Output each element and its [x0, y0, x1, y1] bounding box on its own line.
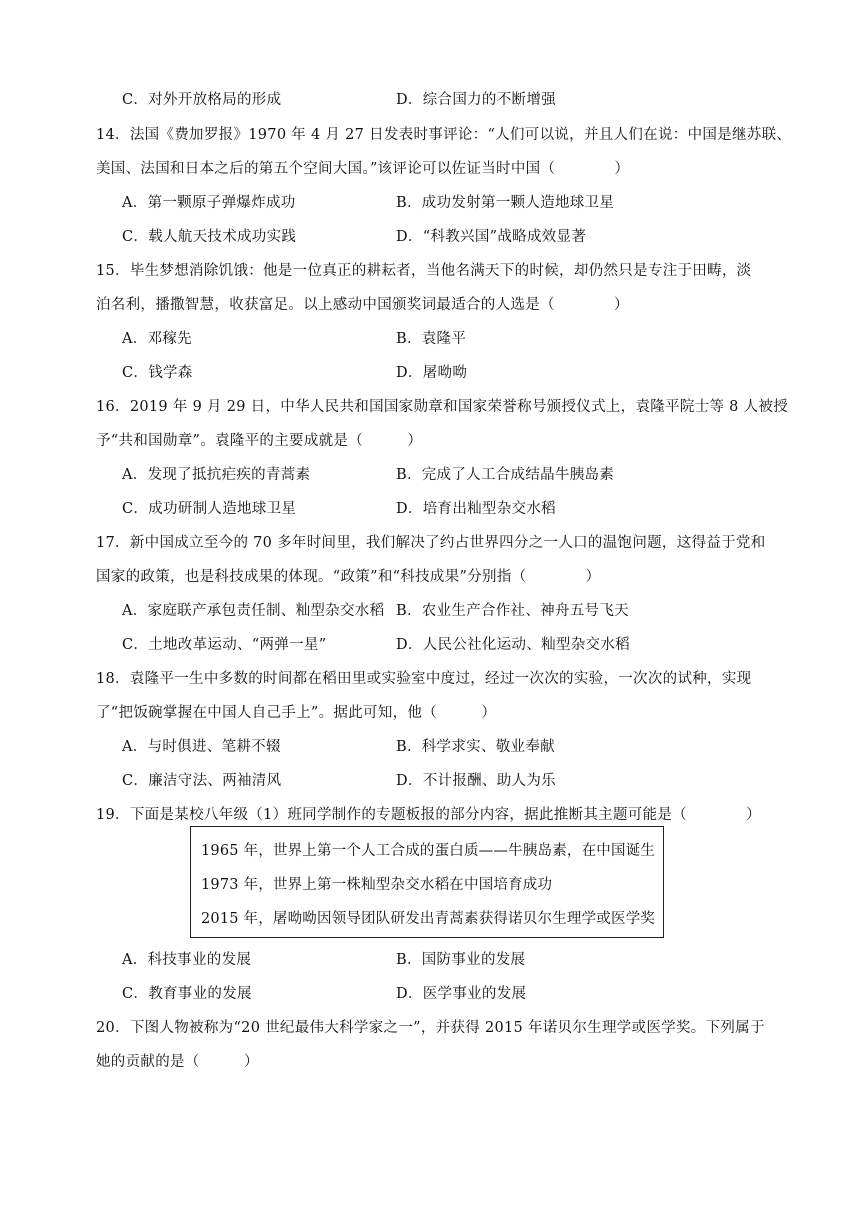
q15-option-c[interactable]: C．钱学森	[122, 365, 193, 381]
q17-option-c[interactable]: C．土地改革运动、“两弹一星”	[122, 637, 327, 653]
q16-option-d[interactable]: D．培育出籼型杂交水稻	[396, 501, 556, 517]
q15-option-d[interactable]: D．屠呦呦	[396, 365, 468, 381]
q16-stem-line1: 16．2019 年 9 月 29 日，中华人民共和国国家勋章和国家荣誉称号颁授仪式上，袁隆平院士等 8 人被授	[96, 399, 789, 415]
q19-option-c[interactable]: C．教育事业的发展	[122, 986, 252, 1002]
q16-option-c[interactable]: C．成功研制人造地球卫星	[122, 501, 297, 517]
q14-stem-line2: 美国、法国和日本之后的第五个空间大国。”该评论可以佐证当时中国（ ）	[96, 161, 630, 177]
q19-box-line-1: 1965 年，世界上第一个人工合成的蛋白质——牛胰岛素，在中国诞生	[201, 843, 656, 859]
q19-material-box	[190, 826, 664, 938]
q15-option-b[interactable]: B．袁隆平	[396, 331, 467, 347]
q18-option-c[interactable]: C．廉洁守法、两袖清风	[122, 773, 282, 789]
q15-stem-line1: 15．毕生梦想消除饥饿：他是一位真正的耕耘者，当他名满天下的时候，却仍然只是专注于田畴，淡	[96, 263, 752, 279]
q17-stem-line1: 17．新中国成立至今的 70 多年时间里，我们解决了约占世界四分之一人口的温饱问题，这得益于党和	[96, 535, 766, 551]
q13-option-d[interactable]: D．综合国力的不断增强	[396, 92, 556, 108]
q14-option-a[interactable]: A．第一颗原子弹爆炸成功	[122, 195, 296, 211]
q19-box-line-2: 1973 年，世界上第一株籼型杂交水稻在中国培育成功	[201, 877, 553, 893]
q18-option-b[interactable]: B．科学求实、敬业奉献	[396, 739, 555, 755]
q16-stem-line2: 予“共和国勋章”。袁隆平的主要成就是（ ）	[96, 433, 423, 449]
q20-stem-line2: 她的贡献的是（ ）	[96, 1054, 259, 1070]
q19-option-b[interactable]: B．国防事业的发展	[396, 952, 526, 968]
q20-stem-line1: 20．下图人物被称为“20 世纪最伟大科学家之一”，并获得 2015 年诺贝尔生理学或医学奖。下列属于	[96, 1020, 765, 1036]
q19-option-d[interactable]: D．医学事业的发展	[396, 986, 527, 1002]
q14-option-d[interactable]: D．“科教兴国”战略成效显著	[396, 229, 587, 245]
q18-option-a[interactable]: A．与时俱进、笔耕不辍	[122, 739, 281, 755]
q13-option-c[interactable]: C．对外开放格局的形成	[122, 92, 282, 108]
q14-option-b[interactable]: B．成功发射第一颗人造地球卫星	[396, 195, 615, 211]
q15-stem-line2: 泊名利，播撒智慧，收获富足。以上感动中国颁奖词最适合的人选是（ ）	[96, 297, 629, 313]
q18-option-d[interactable]: D．不计报酬、助人为乐	[396, 773, 556, 789]
q18-stem-line1: 18．袁隆平一生中多数的时间都在稻田里或实验室中度过，经过一次次的实验，一次次的试种，实现	[96, 671, 752, 687]
q19-stem-line1: 19．下面是某校八年级（1）班同学制作的专题板报的部分内容，据此推断其主题可能是（ ）	[96, 807, 761, 823]
q17-option-d[interactable]: D．人民公社化运动、籼型杂交水稻	[396, 637, 630, 653]
q16-option-b[interactable]: B．完成了人工合成结晶牛胰岛素	[396, 467, 615, 483]
q17-stem-line2: 国家的政策，也是科技成果的体现。“政策”和“科技成果”分别指（ ）	[96, 569, 601, 585]
q15-option-a[interactable]: A．邓稼先	[122, 331, 192, 347]
q17-option-a[interactable]: A．家庭联产承包责任制、籼型杂交水稻	[122, 603, 385, 619]
q18-stem-line2: 了“把饭碗掌握在中国人自己手上”。据此可知，他（ ）	[96, 705, 497, 721]
q14-option-c[interactable]: C．载人航天技术成功实践	[122, 229, 297, 245]
q17-option-b[interactable]: B．农业生产合作社、神舟五号飞天	[396, 603, 629, 619]
q19-option-a[interactable]: A．科技事业的发展	[122, 952, 252, 968]
q16-option-a[interactable]: A．发现了抵抗疟疾的青蒿素	[122, 467, 311, 483]
q14-stem-line1: 14．法国《费加罗报》1970 年 4 月 27 日发表时事评论：“人们可以说，并且人们在说：中国是继苏联、	[96, 127, 792, 143]
q19-box-line-3: 2015 年，屠呦呦因领导团队研发出青蒿素获得诺贝尔生理学或医学奖	[201, 911, 656, 927]
